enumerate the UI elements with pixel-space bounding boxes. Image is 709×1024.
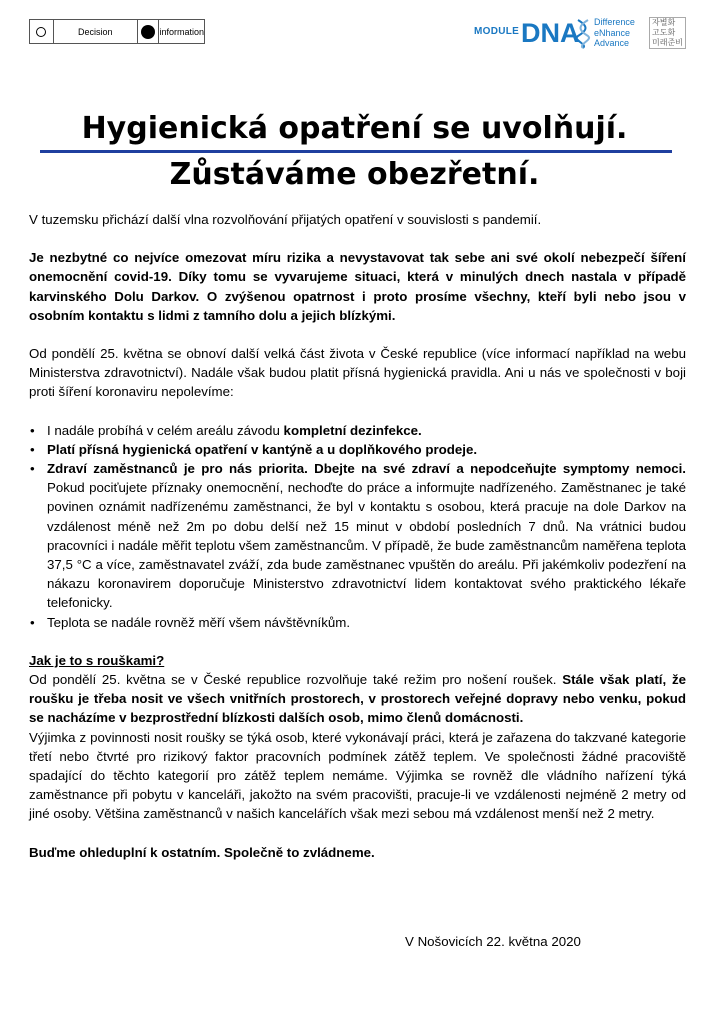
title-divider (40, 150, 672, 153)
logo-word-advance: Advance (594, 38, 630, 48)
document-body (29, 210, 686, 862)
logo-korean-words (649, 17, 686, 49)
closing-statement: Buďme ohleduplní k ostatním. Společně to zvládneme. (29, 844, 375, 860)
logo-module-text: MODULE (474, 26, 520, 37)
decision-marker (30, 20, 54, 43)
list-item (29, 421, 686, 440)
bullet-1-bold: kompletní dezinfekce. (283, 422, 422, 438)
legend-box (29, 19, 205, 44)
measures-list (29, 421, 686, 632)
logo-word-difference: Difference (594, 17, 635, 27)
bullet-3-text: Pokud pociťujete příznaky onemocnění, nechoďte do práce a informujte nadřízeného. Zaměstnanec je také povinen oznámit nadřízenému zaměstnanci, že byl v kontaktu s osobou, která pracuje na dole Darkov na vzdálenost méně než 2m po dobu delší než 15 minut v období posledních 7 dnů. Na vrátnici budou pracovníci i nadále měřit teplotu všem zaměstnancům. V případě, že bude zaměstnancům naměřena teplota 37,5 °C a více, zaměstnavatel zváží, zda bude zaměstnanec vpuštěn do areálu. Při jakémkoliv podezření na nákazu koronavirem doporučuje Ministerstvo zdravotnictví lidem kontaktovat svého praktického lékaře telefonicky. (47, 480, 686, 611)
logo-dna-text: DNA (521, 18, 580, 48)
bullet-4-text: Teplota se nadále rovněž měří všem návštěvníkům. (47, 614, 351, 630)
logo-korean-1: 자별화 (652, 18, 676, 27)
masks-paragraph (29, 670, 686, 728)
list-item (29, 440, 686, 459)
masks-heading: Jak je to s rouškami? (29, 652, 165, 668)
exception-paragraph: Výjimka z povinnosti nosit roušky se týká osob, které vykonávají práci, která je zařazena do takzvané kategorie třetí nebo čtvrté pro rizikový faktor pracovních podmínek zátěž teplem. Ve společnosti žádné pracoviště spadající do těchto kategorií pro zátěž teplem nemáme. Výjimka se rovněž dle vládního nařízení týká zaměstnance při pobytu v kanceláři, jakožto na svém pracovišti, pracuje-li ve vzdálenosti nejméně 2 metry od jiné osoby. Většina zaměstnanců v našich kancelářích však mezi sebou má vzdálenost menší než 2 metry. (29, 729, 686, 822)
masks-text-bold: Stále však platí, že roušku je třeba nosit ve všech vnitřních prostorech, v prostorech veřejné dopravy nebo venku, pokud se nacházíme v bezprostřední blízkosti dalších osob, mimo členů domácnosti. (29, 672, 686, 726)
dna-helix-icon (575, 18, 591, 50)
list-item (29, 459, 686, 613)
information-marker (138, 20, 160, 43)
place-and-date: V Nošovicích 22. května 2020 (405, 934, 581, 949)
filled-circle-icon (141, 25, 155, 39)
bullet-1-text: I nadále probíhá v celém areálu závodu (47, 422, 284, 438)
page-title-line-2: Zůstáváme obezřetní. (169, 157, 540, 192)
intro-paragraph: V tuzemsku přichází další vlna rozvolňování přijatých opatření v souvislosti s pandemií. (29, 212, 542, 227)
masks-text: Od pondělí 25. května se v České republice rozvolňuje také režim pro nošení roušek. (29, 672, 563, 688)
module-dna-logo (474, 16, 694, 52)
decision-label: Decision (54, 20, 138, 43)
logo-korean-3: 미래준비 (652, 38, 683, 47)
logo-word-enhance: eNhance (594, 27, 631, 38)
page-title-line-1: Hygienická opatření se uvolňují. (81, 111, 628, 146)
logo-korean-2: 고도화 (652, 28, 676, 37)
logo-words (594, 17, 635, 49)
warning-paragraph: Je nezbytné co nejvíce omezovat míru rizika a nevystavovat tak sebe ani své okolí nebezpečí šíření onemocnění covid-19. Díky tomu se vyvarujeme situaci, která v minulých dnech nastala v případě karvinského Dolu Darkov. O zvýšenou opatrnost i proto prosíme všechny, kteří byli nebo jsou v osobním kontaktu s lidmi z tamního dolu a jejich blízkými. (29, 250, 686, 323)
bullet-3-bold: Zdraví zaměstnanců je pro nás priorita. Dbejte na své zdraví a nepodceňujte symptomy nemoci. (47, 461, 686, 477)
empty-circle-icon (36, 27, 46, 37)
information-label: information (159, 26, 204, 37)
bullet-2-bold: Platí přísná hygienická opatření v kantýně a u doplňkového prodeje. (47, 441, 478, 457)
list-item (29, 613, 686, 632)
info-paragraph: Od pondělí 25. května se obnoví další velká část života v České republice (více informací například na webu Ministerstva zdravotnictví). Nadále však budou platit přísná hygienická pravidla. Ani u nás ve společnosti v boji proti šíření koronaviru nepolevíme: (29, 346, 686, 400)
